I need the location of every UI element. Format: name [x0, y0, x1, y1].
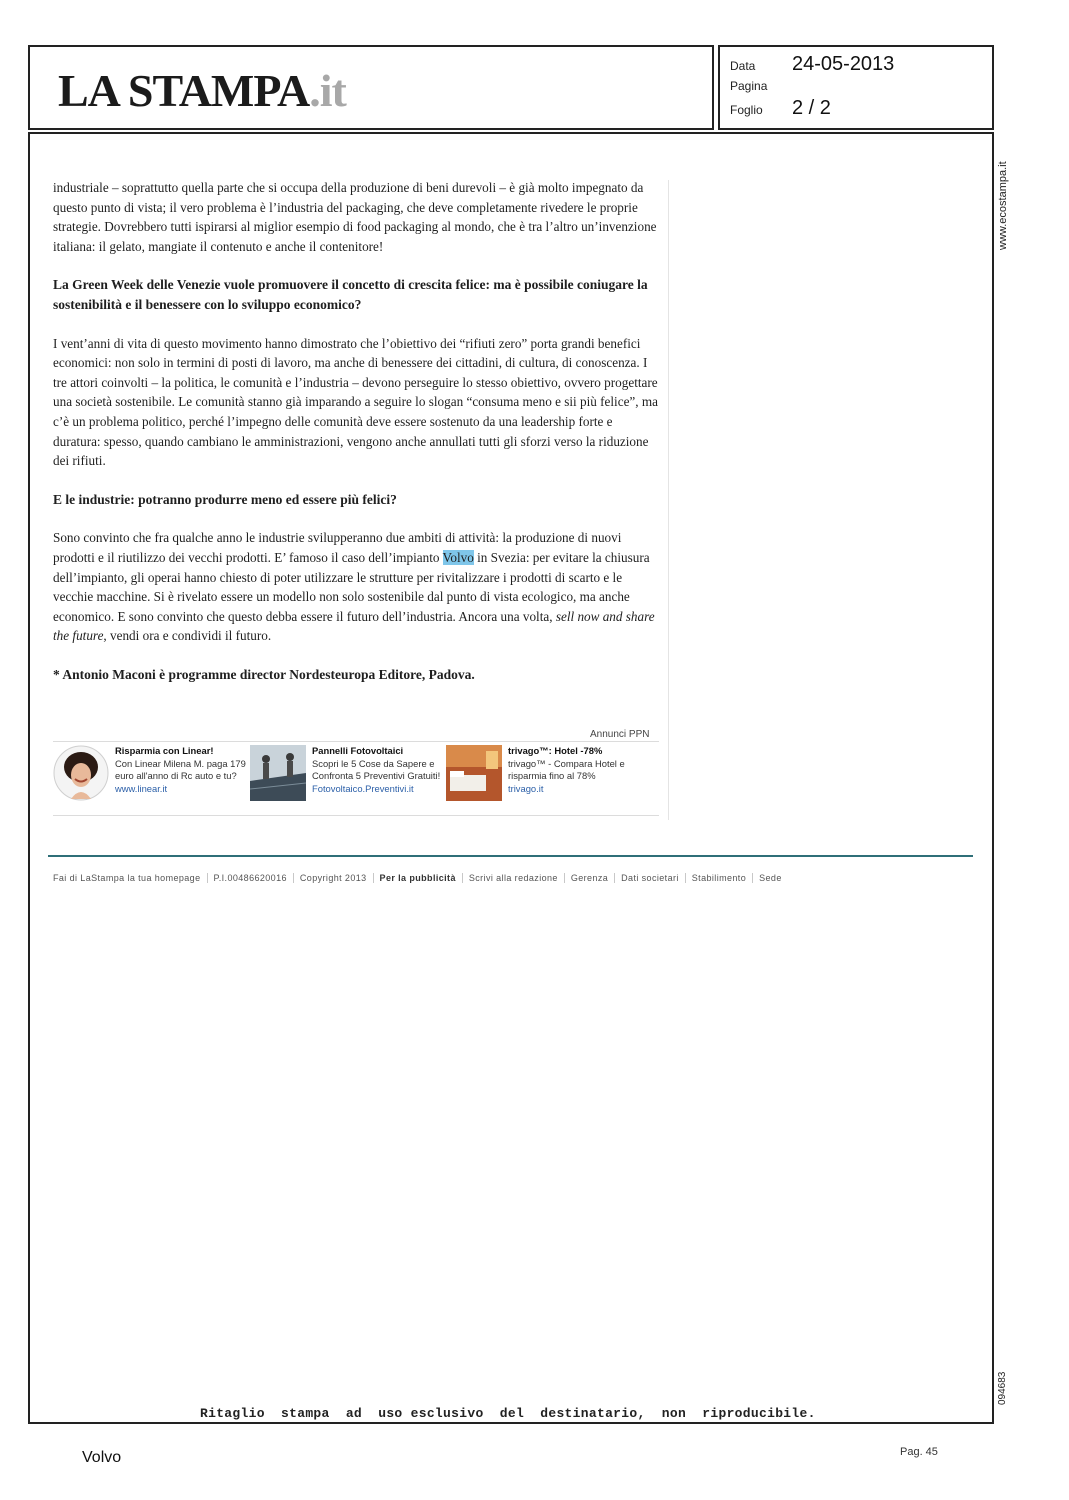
article-question-1: La Green Week delle Venezie vuole promuovere il concetto di crescita felice: ma è possibile coniugare la sostenibilità e il benessere con lo sviluppo economico?: [53, 277, 648, 312]
ad-linear-link[interactable]: www.linear.it: [115, 782, 168, 794]
ad-trivago-body: trivago™ - Compara Hotel e risparmia fino al 78%: [508, 757, 625, 782]
masthead-box: [28, 45, 714, 130]
article-paragraph-3: [53, 528, 658, 646]
paragraph-3-part-a: Sono convinto che fra qualche anno le industrie svilupperanno due ambiti di attività: la produzione di nuovi prodotti e il riutilizzo dei vecchi prodotti. E’ famoso il caso dell’impianto: [53, 530, 622, 565]
footer-link-plant[interactable]: Stabilimento: [685, 873, 752, 883]
article-paragraph-1: industriale – soprattutto quella parte che si occupa della produzione di beni durevoli – è già molto impegnato da questo punto di vista; il vero problema è l’industria del packaging, che deve completamente rivedere le proprie strategie. Dovrebbero tutti ispirarsi al miglior esempio di food packaging al mondo, che è tra l’altro un’invenzione italiana: il gelato, mangiate il contenuto e anche il contenitore!: [53, 180, 657, 254]
ad-fotovoltaico-image: [250, 745, 306, 801]
date-row: [730, 53, 894, 76]
footer-divider: [48, 855, 973, 857]
date-value: 24-05-2013: [792, 53, 895, 75]
article-paragraph-2: I vent’anni di vita di questo movimento hanno dimostrato che l’obiettivo dei “rifiuti zero” porta grandi benefici economici: non solo in termini di posti di lavoro, ma anche di benessere dei cittadini, di cultura, di conoscenza. I tre attori coinvolti – la politica, le comunità e l’industria – devono perseguire lo stesso obiettivo, ovvero progettare una società sostenibile. Le comunità stanno già imparando a seguire lo slogan “consuma meno e sii più felice”, ma c’è un problema politico, perché l’impegno delle comunità deve essere sostenuto da una leadership forte e duratura: spesso, quando cambiano le amministrazioni, vengono anche annullati tutti gli sforzi verso la riduzione dei rifiuti.: [53, 335, 658, 469]
sheet-row: [730, 97, 831, 120]
italic-motto: sell now and share the future: [53, 608, 655, 644]
ad-linear-title[interactable]: Risparmia con Linear!: [115, 745, 214, 756]
ad-trivago[interactable]: [446, 745, 642, 813]
logo-main-text: LA STAMPA: [58, 65, 310, 116]
side-site-url: www.ecostampa.it: [997, 161, 1009, 250]
footer-vat-number: P.I.00486620016: [207, 873, 293, 883]
ad-fotovoltaico-title[interactable]: Pannelli Fotovoltaici: [312, 745, 404, 756]
ads-bottom-divider: [53, 815, 659, 816]
ad-fotovoltaico-link[interactable]: Fotovoltaico.Preventivi.it: [312, 782, 414, 794]
author-signature: * Antonio Maconi è programme director Nordesteuropa Editore, Padova.: [53, 666, 475, 682]
paragraph-3-part-b: in Svezia: per evitare la chiusura dell’impianto, gli operai hanno chiesto di poter utilizzare le strutture per rivitalizzare i prodotti di scarto e le vecchie macchine. Si è rivelato essere un modello non solo sostenibile dal punto di vista ecologico, ma anche economico. E sono convinto che questo debba essere il futuro dell’industria. Ancora una volta,: [53, 549, 650, 624]
logo-suffix-text: .it: [309, 65, 346, 116]
clipping-notice: Ritaglio stampa ad uso esclusivo del destinatario, non riproducibile.: [200, 1406, 816, 1421]
footer-link-write-editor[interactable]: Scrivi alla redazione: [462, 873, 564, 883]
footer-link-company-data[interactable]: Dati societari: [614, 873, 685, 883]
footer-link-homepage[interactable]: Fai di LaStampa la tua homepage: [53, 873, 201, 883]
footer-link-advertising[interactable]: Per la pubblicità: [373, 873, 462, 883]
article-body: [53, 178, 658, 703]
ads-label[interactable]: Annunci PPN: [590, 729, 650, 740]
footer-links: [53, 873, 788, 883]
footer-link-headquarters[interactable]: Sede: [752, 873, 788, 883]
ad-trivago-link[interactable]: trivago.it: [508, 782, 544, 794]
page-row: [730, 79, 792, 93]
page-number: Pag. 45: [900, 1446, 938, 1458]
ad-linear-body: Con Linear Milena M. paga 179 euro all'anno di Rc auto e tu?: [115, 757, 246, 782]
ad-fotovoltaico-body: Scopri le 5 Cose da Sapere e Confronta 5 Preventivi Gratuiti!: [312, 757, 441, 782]
ad-linear[interactable]: [53, 745, 249, 813]
sheet-value: 2 / 2: [792, 97, 831, 119]
footer-link-gerenza[interactable]: Gerenza: [564, 873, 614, 883]
ads-top-divider: [53, 741, 659, 742]
la-stampa-logo[interactable]: [58, 64, 346, 117]
date-label: Data: [730, 59, 756, 73]
ad-trivago-title[interactable]: trivago™: Hotel -78%: [508, 745, 603, 756]
highlighted-keyword: Volvo: [442, 549, 474, 565]
ad-fotovoltaico[interactable]: [250, 745, 446, 813]
metadata-box: [718, 45, 994, 130]
article-question-2: E le industrie: potranno produrre meno ed essere più felici?: [53, 491, 397, 507]
side-code: 094683: [997, 1371, 1008, 1405]
ad-trivago-image: [446, 745, 502, 801]
ad-linear-avatar: [53, 745, 109, 801]
paragraph-3-part-c: , vendi ora e condividi il futuro.: [103, 628, 272, 644]
column-divider: [668, 180, 669, 820]
brand-label: Volvo: [82, 1449, 122, 1466]
page-label: Pagina: [730, 79, 768, 93]
footer-copyright: Copyright 2013: [293, 873, 373, 883]
sheet-label: Foglio: [730, 103, 763, 117]
